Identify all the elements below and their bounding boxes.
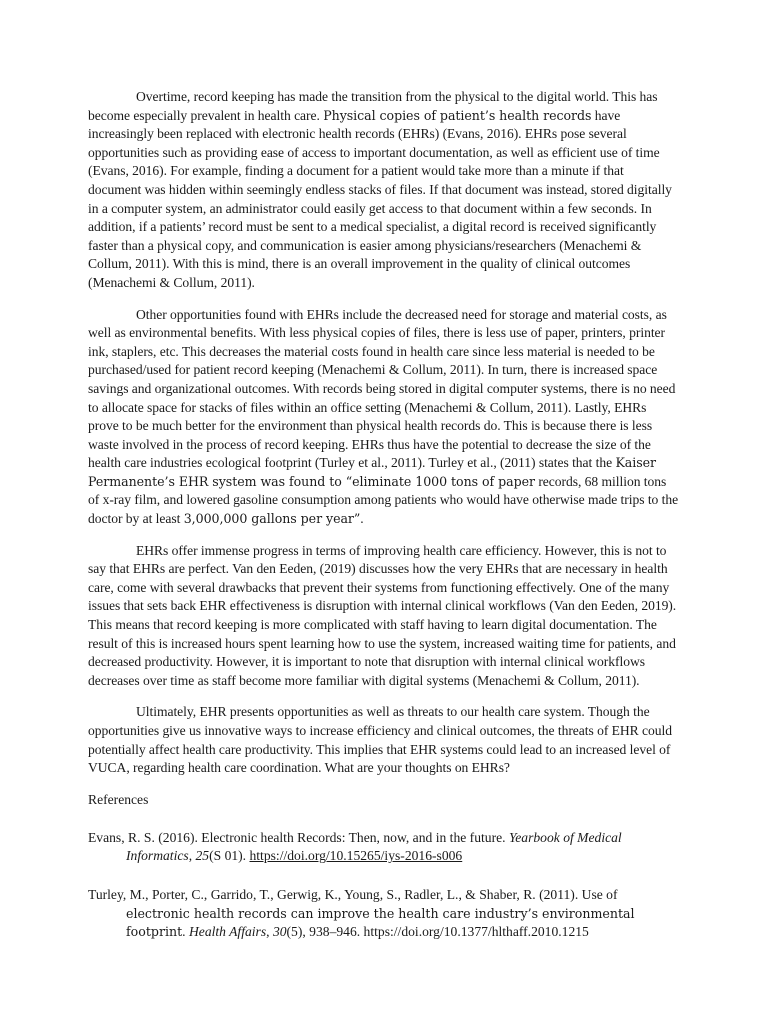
text-run: Other opportunities found with EHRs include the decreased need for storage and material costs, as well as environmental benefits. With less physical copies of files, there is less use of paper, printers, printer ink, staplers, etc. This decreases the material costs found in health care since less material is needed to be purchased/used for patient record keeping (Menachemi & Collum, 2011). In turn, there is increased space savings and organizational outcomes. With records being stored in digital computer systems, there is no need to allocate space for stacks of files within an office setting (Menachemi & Collum, 2011). Lastly, EHRs prove to be much better for the environment than physical health records do. This is because there is less waste involved in the process of record keeping. EHRs thus have the potential to decrease the size of the health care industries ecological footprint (Turley et al., 2011). Turley et al., (2011) states that the <box>88 306 676 471</box>
alt-font-text: Physical copies of patient’s health records <box>323 107 592 123</box>
text-run: Ultimately, EHR presents opportunities as well as threats to our health care system. Though the opportunities give us innovative ways to increase efficiency and clinical outcomes, the threats of EHR could potentially affect health care productivity. This implies that EHR systems could lead to an increased level of VUCA, regarding health care coordination. What are your thoughts on EHRs? <box>88 704 672 776</box>
document-body <box>88 88 680 778</box>
doi-link[interactable]: https://doi.org/10.15265/iys-2016-s006 <box>249 848 463 864</box>
text-run: Overtime, record keeping has made the transition from the physical to the digital world. This has become especially prevalent in health care. <box>88 89 658 123</box>
body-paragraph-2 <box>88 306 680 529</box>
text-run: EHRs offer immense progress in terms of improving health care efficiency. However, this is not to say that EHRs are perfect. Van den Eeden, (2019) discusses how the very EHRs that are necessary in health care, come with several drawbacks that prevent their systems from functioning effectively. One of the many issues that sets back EHR effectiveness is disruption with internal clinical workflows (Van den Eeden, 2019). This means that record keeping is more complicated with staff having to learn digital documentation. The result of this is increased hours spent learning how to use the system, increased waiting time for patients, and decreased productivity. However, it is important to note that disruption with internal clinical workflows decreases over time as staff become more familiar with digital systems (Menachemi & Collum, 2011). <box>88 542 677 688</box>
references-heading: References <box>88 791 149 807</box>
italic-text: Health Affairs <box>188 924 267 940</box>
body-paragraph-4 <box>88 703 680 777</box>
document-page <box>88 88 680 962</box>
alt-font-text: 3,000,000 gallons per year” <box>183 511 361 527</box>
reference-entry-2 <box>88 886 680 942</box>
references-list <box>88 829 680 942</box>
text-run: records, 68 million tons of x-ray film, and lowered gasoline consumption among patients who would have otherwise made trips to the doctor by at least <box>88 473 679 527</box>
text-run: , <box>266 924 273 940</box>
text-run: , <box>188 848 196 864</box>
text-run: have increasingly been replaced with electronic health records (EHRs) (Evans, 2016). EHRs pose several opportunities such as providing ease of access to important documentation, as well as efficient use of time (Evans, 2016). For example, finding a document for a patient would take more than a minute if that document was hidden within seemingly endless stacks of files. If that document was instead, stored digitally in a computer system, an administrator could easily get access to that document within a few seconds. In addition, if a patients’ record must be sent to a medical specialist, a digital record is received significantly faster than a physical copy, and communication is easier among physicians/researchers (Menachemi & Collum, 2011). With this is mind, there is an overall improvement in the quality of clinical outcomes (Menachemi & Collum, 2011). <box>88 107 672 290</box>
alt-font-text: Kaiser Permanente’s EHR system was found to “eliminate 1000 tons of paper <box>88 455 657 489</box>
body-paragraph-3 <box>88 542 680 691</box>
italic-text: Yearbook of Medical Informatics <box>126 829 622 864</box>
text-run: Turley, M., Porter, C., Garrido, T., Gerwig, K., Young, S., Radler, L., & Shaber, R. (2011). Use of <box>88 886 618 902</box>
body-paragraph-1 <box>88 88 680 293</box>
italic-text: 25 <box>195 848 210 864</box>
reference-entry-1 <box>88 829 680 866</box>
text-run: Evans, R. S. (2016). Electronic health Records: Then, now, and in the future. <box>88 829 509 845</box>
italic-text: 30 <box>272 924 287 940</box>
text-run: (S 01). <box>209 848 250 864</box>
text-run: . <box>360 511 364 527</box>
alt-font-text: electronic health records can improve the health care industry’s environmental footprint <box>126 905 635 940</box>
text-run: . <box>182 924 189 940</box>
text-run: (5), 938–946. https://doi.org/10.1377/hlthaff.2010.1215 <box>286 924 589 940</box>
